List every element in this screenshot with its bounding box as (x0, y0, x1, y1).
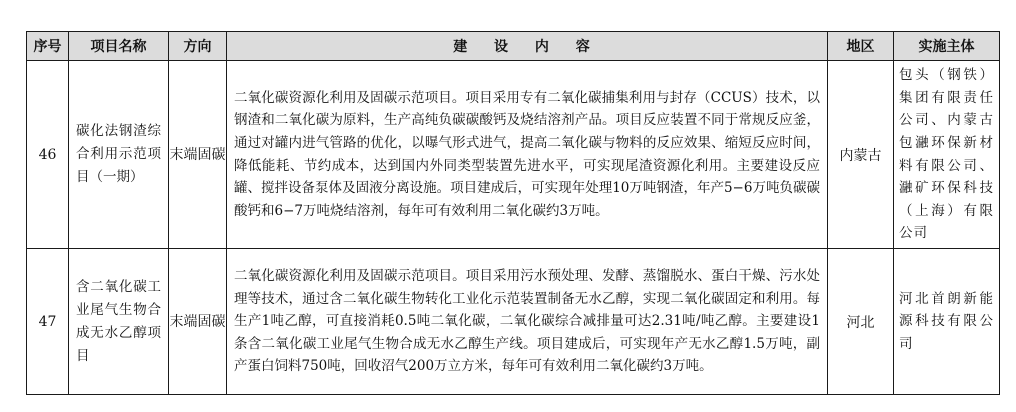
row-num: 46 (27, 61, 69, 249)
table-row (27, 61, 1000, 249)
header-direction: 方向 (169, 32, 227, 61)
row-content: 二氧化碳资源化利用及固碳示范项目。项目采用专有二氧化碳捕集利用与封存（CCUS）技术，以钢渣和二氧化碳为原料，生产高纯负碳碳酸钙及烧结溶剂产品。项目反应装置不同于常规反应釜，通过对罐内进气管路的优化，以曝气形式进气，提高二氧化碳与物料的反应效果、缩短反应时间，降低能耗、节约成本，达到国内外同类型装置先进水平，可实现尾渣资源化利用。主要建设反应罐、搅拌设备泵体及固液分离设施。项目建成后，可实现年处理10万吨钢渣，年产5−6万吨负碳碳酸钙和6−7万吨烧结溶剂，每年可有效利用二氧化碳约3万吨。 (227, 61, 828, 249)
row-region: 河北 (828, 249, 894, 395)
row-project-name: 碳化法钢渣综合利用示范项目（一期） (69, 61, 169, 249)
row-num: 47 (27, 249, 69, 395)
header-content: 建 设 内 容 (227, 32, 828, 61)
project-table (26, 31, 1000, 395)
header-region: 地区 (828, 32, 894, 61)
row-project-name: 含二氧化碳工业尾气生物合成无水乙醇项目 (69, 249, 169, 395)
row-org: 包头（钢铁）集团有限责任公司、内蒙古包瀜环保新材料有限公司、瀜矿环保科技（上海）有限公司 (894, 61, 1000, 249)
row-org: 河北首朗新能源科技有限公司 (894, 249, 1000, 395)
header-num: 序号 (27, 32, 69, 61)
row-content: 二氧化碳资源化利用及固碳示范项目。项目采用污水预处理、发酵、蒸馏脱水、蛋白干燥、污水处理等技术，通过含二氧化碳生物转化工业化示范装置制备无水乙醇，实现二氧化碳固定和利用。每生产1吨乙醇，可直接消耗0.5吨二氧化碳，二氧化碳综合减排量可达2.31吨/吨乙醇。主要建设1条含二氧化碳工业尾气生物合成无水乙醇生产线。项目建成后，可实现年产无水乙醇1.5万吨，副产蛋白饲料750吨，回收沼气200万立方米，每年可有效利用二氧化碳约3万吨。 (227, 249, 828, 395)
header-name: 项目名称 (69, 32, 169, 61)
row-region: 内蒙古 (828, 61, 894, 249)
header-org: 实施主体 (894, 32, 1000, 61)
header-row (27, 32, 1000, 61)
table-row (27, 249, 1000, 395)
row-direction: 末端固碳 (169, 61, 227, 249)
row-direction: 末端固碳 (169, 249, 227, 395)
